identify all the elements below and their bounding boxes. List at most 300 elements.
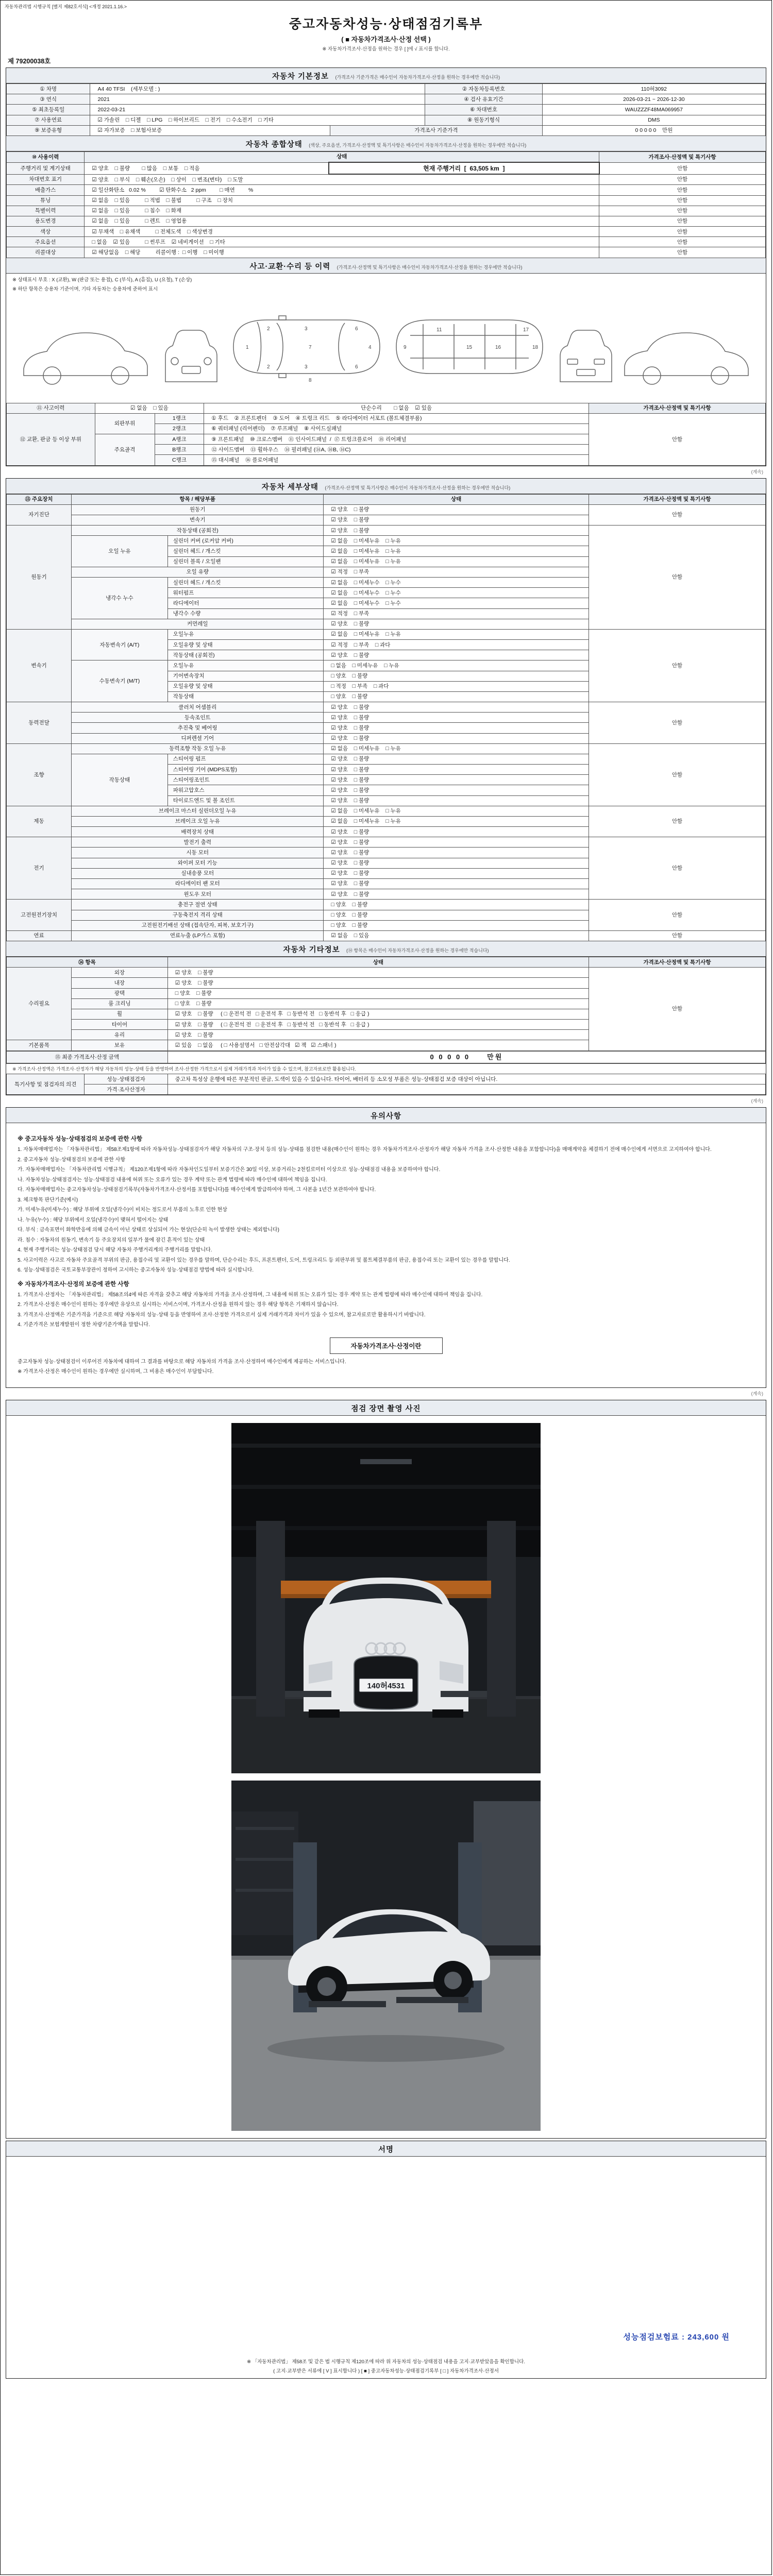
table-cell: 스티어링조인트 [167,775,324,785]
table-cell: 오일유량 및 상태 [167,681,324,691]
confirm-line-1: ※ 「자동차관리법」 제58조 및 같은 법 시행규칙 제120조에 따라 위 자동차의 성능·상태점검 내용을 고지·교부받았음을 확인합니다. [247,2359,525,2365]
svg-text:3: 3 [305,364,308,370]
table-cell: ☑ 없음 □ 미세누유 □ 누유 [324,629,589,639]
table-cell: 용도변경 [7,216,85,226]
table-cell: 발전기 출력 [72,837,324,848]
table-cell: 오일누유 [167,660,324,671]
price-definition-box-title: 자동차가격조사·산정이란 [330,1337,443,1354]
table-cell: 안함 [589,837,765,900]
accident-legend: ※ 상태표시 부호 : X (교환), W (판금 또는 용접), C (부식), A (흠집), U (요철), T (손상) [12,277,192,283]
detail-form-box [6,478,766,1096]
table-cell: 외장 [72,968,168,978]
value-warranty-type: ☑ 자가보증 □ 보험사보증 [90,125,330,135]
table-cell: 구동축전지 격리 상태 [72,910,324,920]
page-continue-mark-3: (계속) [751,1391,763,1396]
detail-header: 자동차 세부상태 (가격조사·산정액 및 특기사항은 매수인이 자동차가격조사·산정을 원하는 경우에만 적습니다) [6,479,766,494]
label-fuel: ⑦ 사용연료 [7,115,90,125]
table-cell: ☑ 양호 □ 불량 [324,702,589,713]
table-cell: 룸 크리닝 [72,998,168,1009]
table-cell: 동력조향 작동 오일 누유 [72,743,324,754]
car-side-right-icon [625,333,748,384]
table-cell: ① 후드 ② 프론트펜더 ③ 도어 ④ 트렁크 리드 ⑤ 라디에이터 서포트 (볼트체결부품) [204,413,589,423]
table-cell: 색상 [7,227,85,237]
table-cell: 제동 [7,806,72,837]
table-cell: 라디에이터 [167,598,324,608]
label-plate: ② 자동차등록번호 [425,84,542,94]
table-cell: ☑ 양호 □ 불량 [324,858,589,868]
table-cell: 성능·상태점검자 [85,1074,167,1084]
table-cell: ☑ 적정 □ 부족 [324,567,589,577]
table-cell: □ 양호 □ 불량 [324,671,589,681]
table-cell: ☑ 양호 □ 불량 [324,868,589,878]
table-cell: 실린더 헤드 / 개스킷 [167,546,324,556]
table-cell: 스티어링 펌프 [167,754,324,764]
svg-text:6: 6 [355,326,358,332]
table-cell: □ 양호 □ 불량 [324,691,589,702]
table-cell: 안함 [599,185,766,195]
table-cell: 고전원전기배선 상태 (접속단자, 피복, 보호기구) [72,920,324,930]
table-cell: 안함 [589,743,765,806]
lift-post-right [487,1521,516,1717]
table-cell: 오일누유 [167,629,324,639]
signature-confirm-lines [6,2355,766,2374]
table-cell: ☑ 양호 □ 불량 [324,650,589,660]
table-cell: ☑ 양호 □ 불량 [324,837,589,848]
table-cell: ☑ 양호 □ 불량 [324,733,589,743]
notice-line: 6. 성능·상태점검은 국토교통부장관이 정하여 고시하는 중고자동차 성능·상태점검 방법에 따라 실시합니다. [18,1267,254,1274]
basic-info-table [6,83,766,136]
table-cell: 안함 [599,227,766,237]
accident-table [6,403,766,466]
label-model: ① 차명 [7,84,90,94]
opinion-body [7,1074,766,1095]
table-cell: □ 양호 □ 불량 [324,900,589,910]
table-cell: ☑ 없음 □ 있음 □ 렌트 □ 영업용 [85,216,599,226]
final-price-body [7,1051,766,1063]
table-row [7,195,766,206]
value-first-reg: 2022-03-21 [90,105,425,115]
table-cell: 오일유량 및 상태 [167,640,324,650]
table-cell: □ 양호 □ 불량 [324,920,589,930]
photo-header: 점검 장면 촬영 사진 [6,1400,766,1416]
table-cell: ☑ 없음 □ 미세누유 □ 누유 [324,816,589,826]
table-cell: 휠 [72,1009,168,1019]
price-definition-lines [18,1358,754,1376]
notice-line: 3. 가격조사·산정액은 기준가격을 기준으로 해당 자동차의 성능·상태 등을 반영하여 조사·산정한 가격으로서 실제 거래가격과 차이가 있을 수 있으며, 참고자료로만 활용하시기 바랍니다. [18,1312,426,1318]
notice-line: 나. 누유(누수) : 해당 부위에서 오일(냉각수)이 맺혀서 떨어지는 상태 [18,1217,169,1223]
table-cell: 타이어 [72,1020,168,1030]
table-cell: 와이퍼 모터 기능 [72,858,324,868]
table-row [7,504,766,515]
table-cell: ☑ 적정 □ 부족 □ 과다 [324,640,589,650]
notice-box [6,1107,766,1388]
table-cell: ☑ 일산화탄소 0.02 % ☑ 탄화수소 2 ppm □ 매연 % [85,185,599,195]
svg-text:1: 1 [246,344,249,350]
table-cell: 조향 [7,743,72,806]
table-cell: ☑ 없음 □ 미세누유 □ 누유 [324,806,589,816]
table-row [7,206,766,216]
table-row [7,185,766,195]
table-cell: ☑ 없음 □ 미세누유 □ 누유 [324,556,589,567]
table-cell: 실린더 헤드 / 개스킷 [167,578,324,588]
table-cell: 변속기 [72,515,324,525]
notice-line: 2. 중고자동차 성능·상태점검의 보증에 관한 사항 [18,1157,126,1163]
table-cell: 추진축 및 베어링 [72,723,324,733]
table-cell: ⑫ 사이드멤버 ⑬ 휠하우스 ⑭ 필러패널 (⑭A, ⑭B, ⑭C) [204,445,589,455]
svg-text:9: 9 [404,344,407,350]
svg-text:15: 15 [466,344,473,350]
price-definition-box-wrap [18,1337,754,1354]
table-row [7,227,766,237]
table-cell: 워터펌프 [167,588,324,598]
value-base-price: 0 0 0 0 0 만원 [542,125,765,135]
table-cell: ☑ 있음 □ 없음 ( □ 사용설명서 □ 안전삼각대 ☑ 잭 ☑ 스패너 ) [167,1040,589,1050]
table-cell: 배출가스 [7,185,85,195]
table-cell: 브레이크 오일 누유 [72,816,324,826]
accident-header: 사고·교환·수리 등 이력 (가격조사·산정액 및 특기사항은 매수인이 자동차가격조사·산정을 원하는 경우에만 적습니다) [6,258,766,274]
table-cell: 상태 [167,957,589,968]
table-cell: ⑬ 주요장치 [7,494,72,504]
table-row [7,216,766,226]
notice-line: ※ 가격조사·산정은 매수인이 원하는 경우에만 실시하며, 그 비용은 매수인이 부담합니다. [18,1369,214,1375]
car-rear-view-icon [560,330,612,382]
table-cell: 안함 [589,806,765,837]
svg-text:18: 18 [532,344,539,350]
svg-text:8: 8 [309,377,312,383]
detail-table [6,494,766,941]
table-cell: ☑ 양호 □ 불량 [324,504,589,515]
table-cell: 안함 [589,702,765,744]
table-cell: ☑ 양호 □ 불량 [324,515,589,525]
table-cell: □ 양호 □ 불량 [324,910,589,920]
basic-info-body [7,84,766,136]
value-plate: 110허3092 [542,84,765,94]
table-cell: 고전원전기장치 [7,900,72,931]
table-cell: ☑ 없음 □ 있음 [95,403,204,413]
value-fuel: ☑ 가솔린 □ 디젤 □ LPG □ 하이브리드 □ 전기 □ 수소전기 □ 기타 [90,115,425,125]
table-cell: 라디에이터 팬 모터 [72,878,324,889]
table-cell: C랭크 [155,455,204,465]
summary-table [6,151,766,258]
value-engine-type: DMS [542,115,765,125]
table-cell: 전기 [7,837,72,900]
table-cell: 스티어링 기어 (MDPS포함) [167,765,324,775]
table-cell: 자동변속기 (A/T) [72,629,168,660]
notice-section1-title: ※ 중고자동차 성능·상태점검의 보증에 관한 사항 [18,1136,143,1143]
table-cell: ☑ 무채색 □ 유채색 □ 전체도색 □ 색상변경 [85,227,599,237]
etc-table [6,957,766,1051]
table-cell: 수리필요 [7,968,72,1040]
table-cell: 수동변속기 (M/T) [72,660,168,702]
label-base-price: 가격조사 기준가격 [330,125,543,135]
opinion-table [6,1074,766,1095]
table-cell: 유리 [72,1030,168,1040]
odometer-value: 현재 주행거리 [ 63,505 km ] [329,162,599,174]
title-block [1,14,771,52]
table-cell: ☑ 없음 □ 미세누유 □ 누유 [324,536,589,546]
table-cell: ☑ 없음 □ 미세누수 □ 누수 [324,578,589,588]
table-cell: 광택 [72,988,168,998]
svg-text:17: 17 [523,327,529,333]
accident-body [7,403,766,465]
table-row [7,125,766,135]
table-cell: 안함 [589,900,765,931]
table-row [7,413,766,423]
table-cell: ☑ 없음 □ 미세누수 □ 누수 [324,598,589,608]
table-cell: ☑ 없음 □ 미세누유 □ 누유 [324,546,589,556]
table-cell: 냉각수 누수 [72,578,168,619]
table-cell: 1랭크 [155,413,204,423]
table-cell: 기어변속장치 [167,671,324,681]
table-row [7,494,766,504]
etc-body [7,957,766,1051]
notice-line: 3. 체크항목 판단기준(예시) [18,1197,78,1203]
table-cell: ☑ 양호 □ 불량 [324,723,589,733]
table-row [7,702,766,713]
table-cell: 실린더 블록 / 오일팬 [167,556,324,567]
table-cell: 등속조인트 [72,713,324,723]
table-cell: ☑ 양호 □ 불량 [324,878,589,889]
table-cell: 튜닝 [7,195,85,206]
table-cell: ☑ 적정 □ 부족 [324,608,589,619]
table-cell: 특별이력 [7,206,85,216]
table-cell: □ 없음 ☑ 있음 □ 썬루프 ☑ 네비게이션 □ 기타 [85,237,599,247]
table-cell: □ 없음 □ 미세누유 □ 누유 [324,660,589,671]
table-cell: 작동상태 (공회전) [72,526,324,536]
car-side-left-icon [24,333,147,384]
signature-section [6,2141,766,2379]
table-cell: 안함 [599,206,766,216]
car-front-view-icon [165,330,217,382]
inspection-photo-front [231,1423,541,1773]
table-cell: 안함 [589,968,765,1050]
license-plate-text: 140허4531 [367,1681,405,1690]
table-cell: ⑪ 사고이력 [7,403,95,413]
table-cell: □ 양호 □ 불량 [167,988,589,998]
table-row [7,162,766,174]
table-cell: 작동상태 [72,754,168,806]
svg-text:11: 11 [436,327,442,333]
table-cell: 가격조사·산정액 및 특기사항 [589,403,765,413]
table-cell: 배력장치 상태 [72,827,324,837]
page-continue-mark-2: (계속) [751,1098,763,1104]
table-cell: 특기사항 및 점검자의 의견 [7,1074,85,1095]
table-row [7,1084,766,1095]
table-row [7,174,766,185]
table-cell: 가격조사·산정액 및 특기사항 [589,957,765,968]
table-cell: ☑ 양호 □ 불량 □ 많음 □ 보통 □ 적음 [85,162,329,174]
table-cell: 2랭크 [155,423,204,434]
notice-line: 5. 사고이력은 사고로 자동차 주요골격 부위의 판금, 용접수리 및 교환이 있는 경우를 말하며, 단순수리는 후드, 프론트펜더, 도어, 트렁크리드 등 외판부위 및 볼트체결부품의 판금, 용접수리 또는 교환이 있는 경우를 말합니다. [18,1257,510,1263]
etc-header: 자동차 기타정보 (⑭ 항목은 매수인이 자동차가격조사·산정을 원하는 경우에만 적습니다) [6,941,766,957]
table-cell: 항목 / 해당부품 [72,494,324,504]
table-cell: ☑ 없음 □ 있음 □ 적법 □ 불법 □ 구조 □ 장치 [85,195,599,206]
table-cell: 상태 [324,494,589,504]
signature-header: 서명 [6,2141,766,2157]
table-cell: 주요골격 [95,434,155,466]
table-cell: 단순수리 □ 없음 ☑ 있음 [204,403,589,413]
final-price-label: ⑮ 최종 가격조사·산정 금액 [7,1051,168,1063]
notice-section1-lines [18,1146,754,1275]
table-cell: ☑ 양호 □ 불량 [167,968,589,978]
table-cell: 기본품목 [7,1040,72,1050]
car-damage-diagram [11,294,761,400]
table-cell: ☑ 해당없음 □ 해당 리콜이행 : □ 이행 □ 미이행 [85,247,599,258]
notice-line: 1. 가격조사·산정자는 「자동차관리법」 제58조의4에 따른 자격을 갖추고 해당 자동차의 가격을 조사·산정하며, 그 내용에 허위 또는 오류가 있는 경우 계약 또는 관계 법령에 따라 매수인에 대하여 책임을 집니다. [18,1292,483,1298]
notice-line: 나. 자동차성능·상태점검자는 성능·상태점검 내용에 허위 또는 오류가 있는 경우 계약 또는 관계 법령에 따라 매수인에 대하여 책임을 집니다. [18,1177,327,1183]
table-cell: 안함 [589,930,765,941]
table-cell: 차대번호 표기 [7,174,85,185]
table-cell: 브레이크 마스터 실린더오일 누유 [72,806,324,816]
table-cell: ⑮ 대시패널 ⑯ 플로어패널 [204,455,589,465]
inspection-photo-lift [231,1781,541,2131]
svg-text:3: 3 [305,326,308,332]
table-cell: A랭크 [155,434,204,445]
table-cell: ☑ 양호 □ 불량 [167,978,589,988]
table-row [7,115,766,125]
table-cell: 충전구 절연 상태 [72,900,324,910]
table-cell: □ 양호 □ 불량 [167,998,589,1009]
svg-text:16: 16 [495,344,501,350]
table-row [7,1051,766,1063]
notice-line: 2. 가격조사·산정은 매수인이 원하는 경우에만 유상으로 실시하는 서비스이며, 가격조사·산정을 원하지 않는 경우 해당 항목은 기재하지 않습니다. [18,1302,339,1308]
table-cell: ⑨ 프론트패널 ⑩ 크로스멤버 ⑪ 인사이드패널 / ⑰ 트렁크플로어 ⑱ 리어패널 [204,434,589,445]
table-cell: 안함 [599,195,766,206]
table-cell: 오일 유량 [72,567,324,577]
table-cell: ⑩ 사용이력 [7,151,85,162]
table-cell: 자기진단 [7,504,72,525]
table-cell [167,1084,765,1095]
table-cell: 주요옵션 [7,237,85,247]
table-row [7,105,766,115]
form-reference: 자동차관리법 시행규칙 [별지 제82호서식] <개정 2021.1.16.> [5,4,127,9]
notice-line: 1. 자동차매매업자는 「자동차관리법」 제58조제1항에 따라 자동차성능·상태점검자가 해당 자동차의 구조·장치 등의 성능·상태를 점검한 내용(매수인이 원하는 경우 자동차가격조사·산정자가 해당 자동차 가격을 조사·산정한 내용을 포함합니다)을 매매계약을 체결하기 전에 매수인에게 서면으로 고지하여야 합니다. [18,1147,712,1153]
table-row [7,957,766,968]
table-cell: 동력전달 [7,702,72,744]
table-cell: ☑ 양호 □ 불량 ( □ 운전석 전 □ 운전석 후 □ 동반석 전 □ 동반석 후 □ 응급 ) [167,1020,589,1030]
label-year: ③ 연식 [7,94,90,105]
table-cell: 안함 [589,504,765,525]
table-cell: 리콜대상 [7,247,85,258]
final-price-note: ※ 가격조사·산정액은 가격조사·산정자가 해당 자동차의 성능·상태 등을 반영하여 조사·산정한 가격으로서 실제 거래가격과 차이가 있을 수 있으며, 참고자료로만 활용됩니다. [6,1063,766,1074]
table-cell: 윈도우 모터 [72,889,324,900]
table-cell: 외판부위 [95,413,155,434]
table-cell: 파워고압호스 [167,785,324,795]
svg-text:2: 2 [267,326,270,332]
accident-legend-2: ※ 하단 항목은 승용차 기준이며, 기타 자동차는 승용차에 준하여 표시 [12,286,158,292]
table-cell: ☑ 양호 □ 불량 [324,827,589,837]
table-cell: ☑ 양호 □ 불량 [324,889,589,900]
table-cell: 안함 [589,526,765,630]
table-cell: ☑ 양호 □ 불량 [324,754,589,764]
table-cell: 원동기 [7,526,72,630]
document-number: 제 79200038호 [8,58,51,65]
title-note: ※ 자동차가격조사·산정을 원하는 경우 [ ]에 √ 표시를 합니다. [322,46,450,52]
table-row [7,837,766,848]
table-row [7,629,766,639]
notice-line: 가. 미세누유(미세누수) : 해당 부위에 오일(냉각수)이 비치는 정도로서 부품의 노후로 인한 현상 [18,1207,227,1213]
table-row [7,84,766,94]
table-cell: 가격조사·산정액 및 특기사항 [589,494,765,504]
table-cell: 클러치 어셈블리 [72,702,324,713]
table-row [7,743,766,754]
table-row [7,403,766,413]
table-cell: ☑ 없음 □ 있음 [324,930,589,941]
table-cell: 내장 [72,978,168,988]
table-cell: 안함 [599,162,766,174]
table-row [7,930,766,941]
main-form-box [6,67,766,466]
notice-line: 라. 침수 : 자동차의 원동기, 변속기 등 주요장치의 일부가 물에 잠긴 흔적이 있는 상태 [18,1237,205,1243]
table-row [7,900,766,910]
notice-line: 중고자동차 성능·상태점검이 이루어진 자동차에 대하여 그 결과를 바탕으로 해당 자동차의 가격을 조사·산정하여 매수인에게 제공하는 서비스입니다. [18,1359,346,1365]
table-cell: 변속기 [7,629,72,702]
notice-line: 다. 자동차매매업자는 중고자동차성능·상태점검기록부(자동차가격조사·산정서를 포함합니다)를 매수인에게 발급하여야 하며, 그 사본을 1년간 보관하여야 합니다. [18,1187,376,1193]
table-cell: 시동 모터 [72,848,324,858]
table-row [7,247,766,258]
table-cell: 작동상태 [167,691,324,702]
table-cell: 안함 [599,174,766,185]
table-cell: 실린더 커버 (로커암 커버) [167,536,324,546]
table-cell: 디퍼렌셜 기어 [72,733,324,743]
notice-section2-title: ※ 자동차가격조사·산정의 보증에 관한 사항 [18,1281,129,1287]
table-row [7,526,766,536]
table-cell: ☑ 양호 □ 불량 [324,848,589,858]
table-cell: 안함 [599,237,766,247]
label-warranty-type: ⑨ 보증유형 [7,125,90,135]
table-cell: ☑ 양호 □ 불량 ( □ 운전석 전 □ 운전석 후 □ 동반석 전 □ 동반석 후 □ 응급 ) [167,1009,589,1019]
table-row [7,94,766,105]
table-cell: 냉각수 수량 [167,608,324,619]
notice-body [6,1123,766,1387]
table-cell: ☑ 양호 □ 불량 [324,775,589,785]
table-cell: ⑫ 교환, 판금 등 이상 부위 [7,413,95,465]
notice-line: 4. 현재 주행거리는 성능·상태점검 당시 해당 자동차 주행거리계의 주행거리를 말합니다. [18,1247,212,1253]
table-cell: ☑ 없음 □ 미세누수 □ 누수 [324,588,589,598]
final-price-value: 0 0 0 0 0 만원 [167,1051,765,1063]
value-vin: WAUZZZF48MA069957 [542,105,765,115]
table-cell: ☑ 양호 □ 불량 [167,1030,589,1040]
table-cell: 안함 [589,629,765,702]
table-cell: 안함 [599,216,766,226]
table-cell: 오일 누유 [72,536,168,567]
table-cell: 보유 [72,1040,168,1050]
page-continue-mark: (계속) [751,469,763,474]
table-cell: 타이로드엔드 및 볼 조인트 [167,795,324,806]
page-subtitle: ( ■ 자동차가격조사·산정 선택 ) [341,36,431,43]
table-cell: 안함 [599,247,766,258]
table-cell: ☑ 양호 □ 불량 [324,526,589,536]
table-cell: ⑥ 쿼터패널 (리어펜더) ⑦ 루프패널 ⑧ 사이드실패널 [204,423,589,434]
final-price-table [6,1051,766,1064]
table-cell: 실내송풍 모터 [72,868,324,878]
page-title: 중고자동차성능·상태점검기록부 [289,17,483,31]
notice-header: 유의사항 [6,1108,766,1123]
table-cell: □ 적정 □ 부족 □ 과다 [324,681,589,691]
label-vin: ⑥ 차대번호 [425,105,542,115]
value-model: A4 40 TFSI (세부모델 : ) [90,84,425,94]
table-cell: 커먼레일 [72,619,324,629]
notice-line: 4. 기준가격은 보험개발원이 정한 차량기준가액을 말합니다. [18,1322,150,1328]
svg-text:7: 7 [309,344,312,350]
table-cell: 상태 [85,151,599,162]
table-cell: 가격조사·산정액 및 특기사항 [599,151,766,162]
table-cell: 원동기 [72,504,324,515]
table-cell: ☑ 양호 □ 부식 □ 훼손(오손) □ 상이 □ 변조(변타) □ 도말 [85,174,599,185]
table-cell: ☑ 양호 □ 불량 [324,619,589,629]
table-cell: ⑭ 항목 [7,957,168,968]
notice-section2-lines [18,1291,754,1329]
